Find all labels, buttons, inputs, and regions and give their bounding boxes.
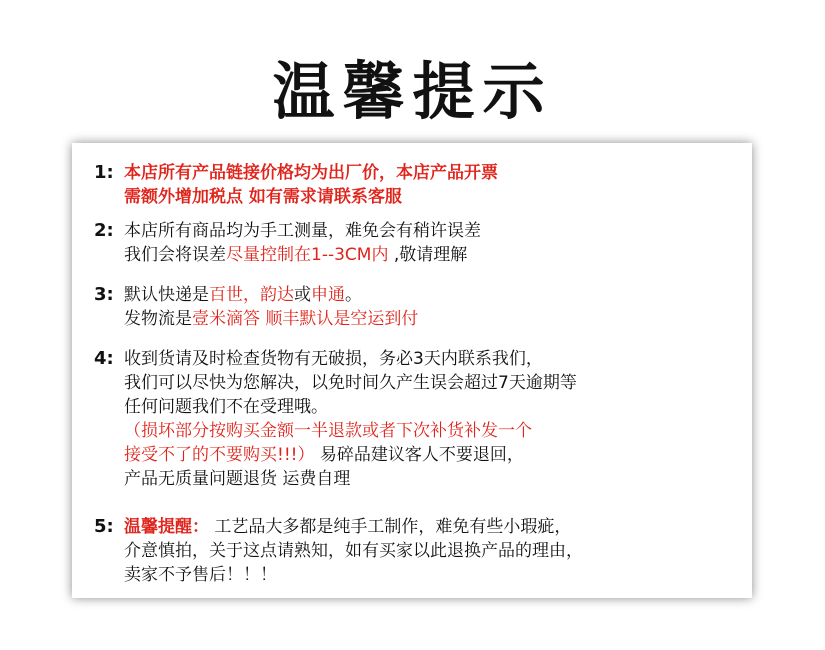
- item-3-period: 。: [345, 285, 362, 305]
- item-3-or: 或: [294, 285, 311, 305]
- item-number: 2:: [94, 220, 114, 241]
- item-4-line-6: 产品无质量问题退货 运费自理: [124, 469, 351, 489]
- item-4-warning: 接受不了的不要购买!!!）: [124, 445, 315, 465]
- notice-card: [72, 143, 752, 598]
- item-3-text: 默认快递是: [124, 285, 209, 305]
- logistics-highlight: 壹米滴答 顺丰默认是空运到付: [192, 309, 419, 329]
- notice-item-2: [94, 219, 740, 267]
- item-number: 4:: [94, 348, 114, 369]
- item-number: 1:: [94, 162, 114, 183]
- item-2-line-2: [124, 243, 740, 267]
- item-2-line-1: 本店所有商品均为手工测量，难免会有稍许误差: [124, 221, 481, 241]
- notice-item-4: [94, 347, 740, 491]
- courier-highlight: 百世，韵达: [209, 285, 294, 305]
- reminder-label: 温馨提醒：: [124, 517, 209, 537]
- item-5-line-1: [124, 515, 740, 539]
- item-1-line-2: 需额外增加税点 如有需求请联系客服: [124, 187, 402, 207]
- item-number: 5:: [94, 516, 114, 537]
- item-2-highlight: 尽量控制在1--3CM内: [226, 245, 389, 265]
- item-5-line-3: 卖家不予售后！！！: [124, 565, 277, 585]
- item-4-line-5: [124, 443, 740, 467]
- item-4-line-4: （损坏部分按购买金额一半退款或者下次补货补发一个: [124, 421, 532, 441]
- item-1-line-1: 本店所有产品链接价格均为出厂价，本店产品开票: [124, 163, 498, 183]
- item-3-text-2: 发物流是: [124, 309, 192, 329]
- item-5-line-2: 介意慎拍，关于这点请熟知，如有买家以此退换产品的理由，: [124, 541, 583, 561]
- item-number: 3:: [94, 284, 114, 305]
- page-title: 温馨提示: [272, 55, 553, 128]
- item-4-line-1: 收到货请及时检查货物有无破损，务必3天内联系我们，: [124, 349, 543, 369]
- notice-item-3: [94, 283, 740, 331]
- item-3-line-1: [124, 283, 740, 307]
- item-2-text: 我们会将误差: [124, 245, 226, 265]
- item-5-text: 工艺品大多都是纯手工制作，难免有些小瑕疵，: [209, 517, 572, 537]
- item-4-text: 易碎品建议客人不要退回，: [314, 445, 524, 465]
- notice-item-1: [94, 161, 740, 209]
- item-4-line-3: 任何问题我们不在受理哦。: [124, 397, 328, 417]
- item-3-line-2: [124, 307, 740, 331]
- item-2-text-end: ,敬请理解: [388, 245, 468, 265]
- item-4-line-2: 我们可以尽快为您解决，以免时间久产生误会超过7天逾期等: [124, 373, 577, 393]
- notice-item-5: [94, 515, 740, 587]
- courier-highlight-2: 申通: [311, 285, 345, 305]
